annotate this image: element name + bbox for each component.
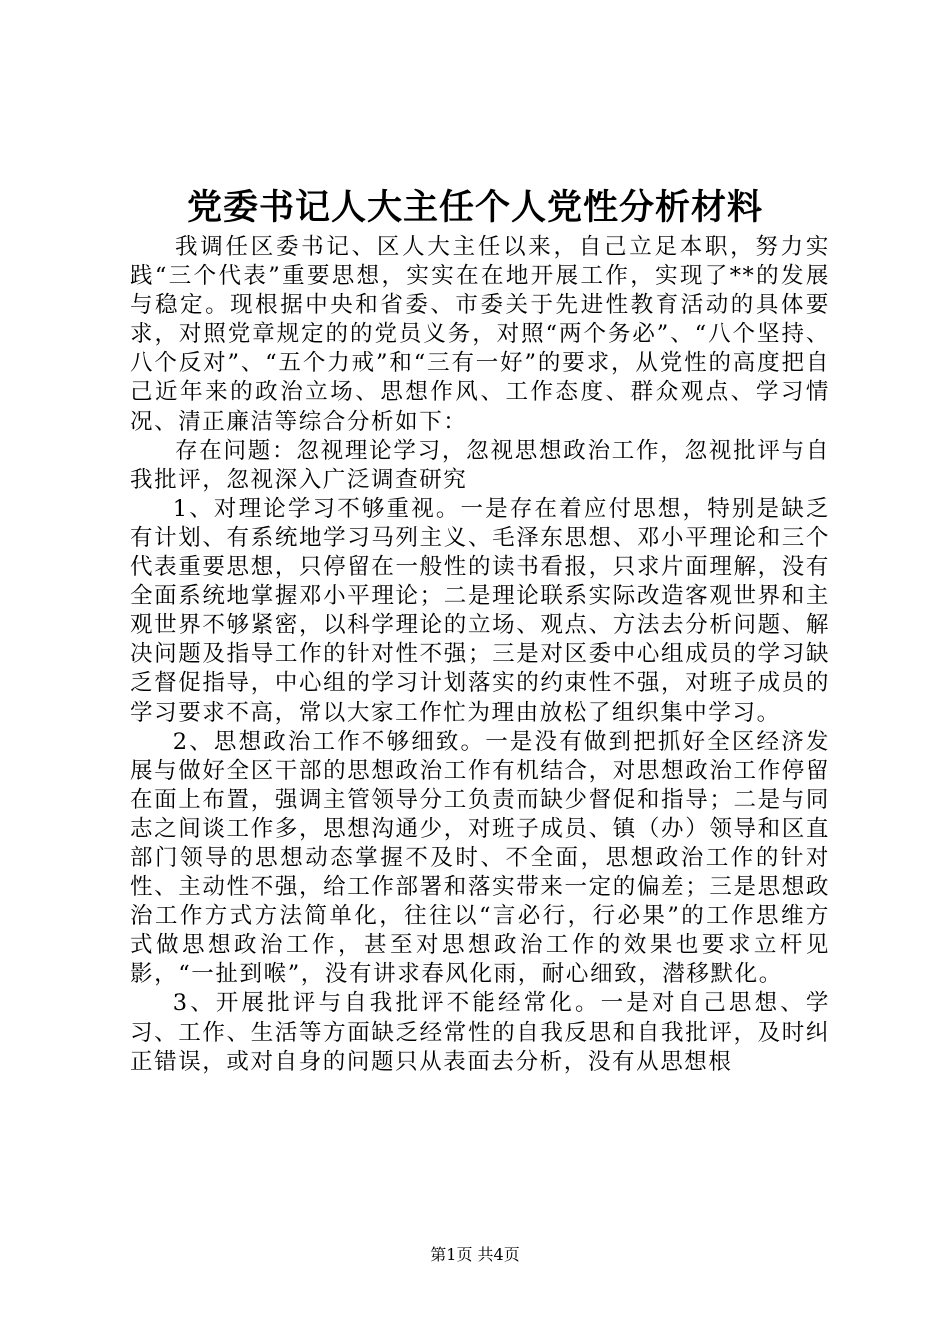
paragraph-item-2: 2、思想政治工作不够细致。一是没有做到把抓好全区经济发展与做好全区干部的思想政治工作有机结合，对思想政治工作停留在面上布置，强调主管领导分工负责而缺少督促和指导；二是与同志之间谈工作多，思想沟通少，对班子成员、镇（办）领导和区直部门领导的思想动态掌握不及时、不全面，思想政治工作的针对性、主动性不强，给工作部署和落实带来一定的偏差；三是思想政治工作方式方法简单化，往往以“言必行，行必果”的工作思维方式做思想政治工作，甚至对思想政治工作的效果也要求立杆见影，“一扯到喉”，没有讲求春风化雨，耐心细致，潜移默化。 (130, 728, 830, 988)
paragraph-problems: 存在问题：忽视理论学习，忽视思想政治工作，忽视批评与自我批评，忽视深入广泛调查研究 (130, 437, 830, 493)
paragraph-item-3: 3、开展批评与自我批评不能经常化。一是对自己思想、学习、工作、生活等方面缺乏经常性的自我反思和自我批评，及时纠正错误，或对自身的问题只从表面去分析，没有从思想根 (130, 990, 830, 1075)
paragraph-item-1: 1、对理论学习不够重视。一是存在着应付思想，特别是缺乏有计划、有系统地学习马列主义、毛泽东思想、邓小平理论和三个代表重要思想，只停留在一般性的读书看报，只求片面理解，没有全面系统地掌握邓小平理论；二是理论联系实际改造客观世界和主观世界不够紧密，以科学理论的立场、观点、方法去分析问题、解决问题及指导工作的针对性不强；三是对区委中心组成员的学习缺乏督促指导，中心组的学习计划落实的约束性不强，对班子成员的学习要求不高，常以大家工作忙为理由放松了组织集中学习。 (130, 495, 830, 726)
document-title: 党委书记人大主任个人党性分析材料 (186, 187, 763, 228)
page-footer: 第1页 共4页 (430, 1245, 520, 1264)
paragraph-intro: 我调任区委书记、区人大主任以来，自己立足本职，努力实践“三个代表”重要思想，实实在在地开展工作，实现了**的发展与稳定。现根据中央和省委、市委关于先进性教育活动的具体要求，对照党章规定的的党员义务，对照“两个务必”、“八个坚持、八个反对”、“五个力戒”和“三有一好”的要求，从党性的高度把自己近年来的政治立场、思想作风、工作态度、群众观点、学习情况、清正廉洁等综合分析如下： (130, 234, 830, 435)
document-body (130, 233, 830, 1077)
